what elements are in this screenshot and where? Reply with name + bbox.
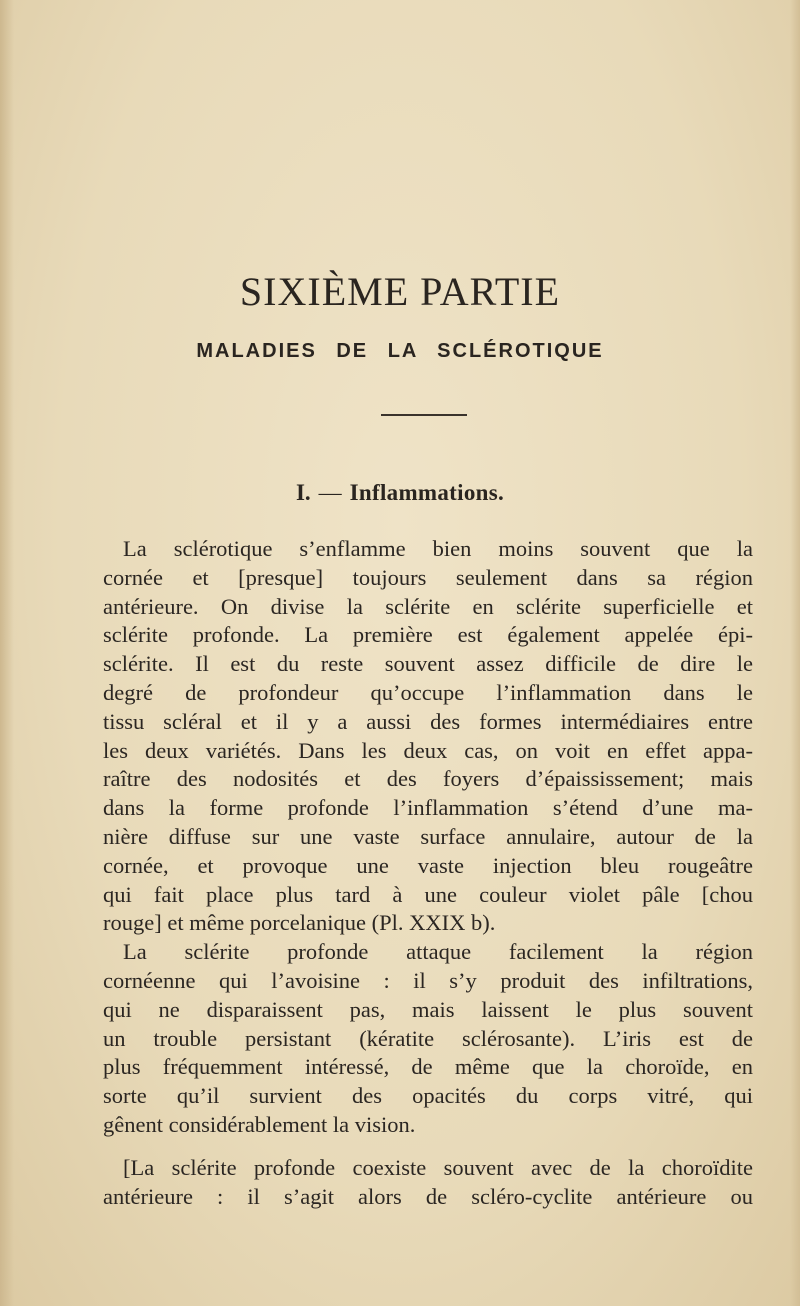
part-title: SIXIÈME PARTIE <box>239 269 561 314</box>
page-edge-shadow-left <box>0 0 14 1306</box>
paragraph-3 <box>103 1154 753 1212</box>
text-line: rouge] et même porcelanique (Pl. XXIX b). <box>103 910 496 936</box>
text-line: plus fréquemment intéressé, de même que la choroïde, en <box>103 1054 753 1080</box>
section-dash: — <box>318 480 342 505</box>
text-line: tissu scléral et il y a aussi des formes intermédiaires entre <box>103 708 753 734</box>
page-edge-shadow-right <box>790 0 800 1306</box>
text-line: [La sclérite profonde coexiste souvent avec de la choroïdite <box>123 1154 753 1180</box>
section-number: I. <box>295 480 311 505</box>
text-line: cornéenne qui l’avoisine : il s’y produit des infiltrations, <box>103 967 753 993</box>
paragraph-gap <box>103 1140 753 1154</box>
text-line: qui ne disparaissent pas, mais laissent le plus souvent <box>103 996 753 1022</box>
section-heading <box>0 480 800 506</box>
paragraph-1 <box>103 535 753 938</box>
text-line: antérieure. On divise la sclérite en sclérite superficielle et <box>103 593 753 619</box>
section-title: Inflammations. <box>349 480 505 505</box>
paragraph-2 <box>103 938 753 1140</box>
text-line: cornée et [presque] toujours seulement dans sa région <box>103 564 753 590</box>
text-line: raître des nodosités et des foyers d’épaississement; mais <box>103 766 753 792</box>
text-line: degré de profondeur qu’occupe l’inflammation dans le <box>103 679 753 705</box>
text-line: antérieure : il s’agit alors de scléro-cyclite antérieure ou <box>103 1183 753 1209</box>
text-line: dans la forme profonde l’inflammation s’étend d’une ma- <box>103 795 753 821</box>
text-line: La sclérotique s’enflamme bien moins souvent que la <box>123 536 753 561</box>
title-rule-divider <box>381 414 467 416</box>
body-text <box>103 535 753 1211</box>
text-line: La sclérite profonde attaque facilement la région <box>123 939 753 965</box>
text-line: les deux variétés. Dans les deux cas, on voit en effet appa- <box>103 737 753 763</box>
text-line: cornée, et provoque une vaste injection bleu rougeâtre <box>103 852 753 878</box>
text-line: sclérite profonde. La première est également appelée épi- <box>103 622 753 648</box>
text-line: sorte qu’il survient des opacités du corps vitré, qui <box>103 1083 753 1109</box>
text-line: nière diffuse sur une vaste surface annulaire, autour de la <box>103 823 753 849</box>
text-line: un trouble persistant (kératite sclérosante). L’iris est de <box>103 1025 753 1051</box>
text-line: sclérite. Il est du reste souvent assez difficile de dire le <box>103 651 753 677</box>
text-line: qui fait place plus tard à une couleur violet pâle [chou <box>103 881 753 907</box>
text-line: gênent considérablement la vision. <box>103 1111 416 1137</box>
part-subtitle: MALADIES DE LA SCLÉROTIQUE <box>196 340 604 362</box>
